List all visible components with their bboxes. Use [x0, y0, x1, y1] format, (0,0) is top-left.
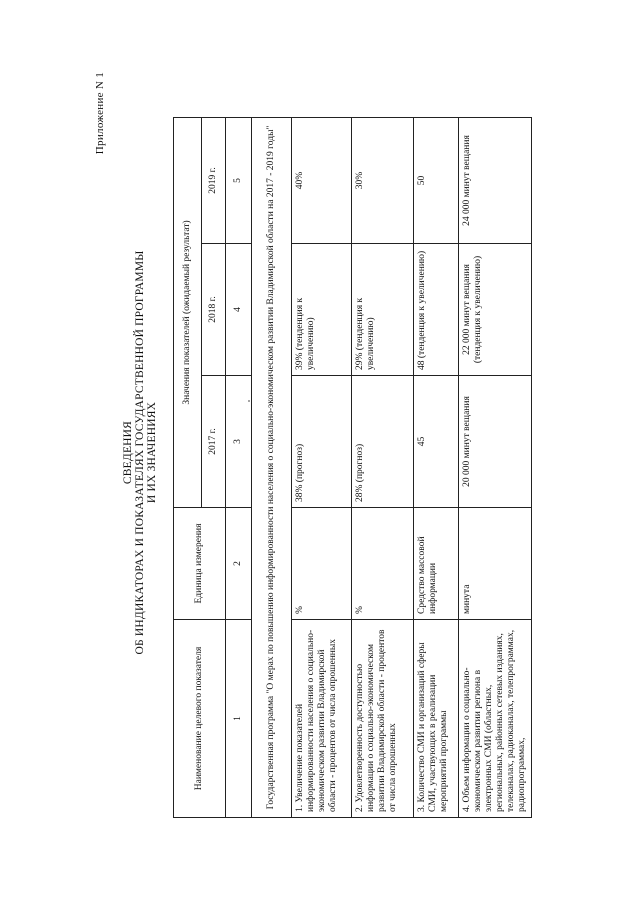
indicator-unit: Средство массовой информации — [414, 508, 459, 620]
value-2017: 28% (прогноз) — [352, 376, 414, 508]
column-number: 5 — [226, 117, 252, 243]
value-2019: 30% — [352, 117, 414, 243]
table-row — [352, 117, 414, 817]
indicator-name: 1. Увеличение показателей информированности населения о социально-экономическом развитии Владимирской области - процентов от числа опрошенных — [292, 620, 352, 818]
indicators-table — [173, 117, 532, 818]
title-line-1: СВЕДЕНИЯ — [122, 420, 134, 485]
table-row — [292, 117, 352, 817]
value-2018: 22 000 минут вещания (тенденция к увеличению) — [459, 244, 532, 376]
value-2017: 20 000 минут вещания — [459, 376, 532, 508]
value-2018: 39% (тенденция к увеличению) — [292, 244, 352, 376]
header-unit: Единица измерения — [174, 508, 226, 620]
value-2019: 50 — [414, 117, 459, 243]
header-indicator-name: Наименование целевого показателя — [174, 620, 226, 818]
header-values-group: Значения показателей (ожидаемый результат) — [174, 117, 202, 507]
scan-speck — [248, 400, 250, 402]
value-2018: 29% (тенденция к увеличению) — [352, 244, 414, 376]
indicator-unit: % — [292, 508, 352, 620]
column-number: 3 — [226, 376, 252, 508]
indicator-unit: % — [352, 508, 414, 620]
column-number: 1 — [226, 620, 252, 818]
table-row — [414, 117, 459, 817]
appendix-label: Приложение N 1 — [94, 72, 106, 155]
title-line-2: ОБ ИНДИКАТОРАХ И ПОКАЗАТЕЛЯХ ГОСУДАРСТВЕННОЙ ПРОГРАММЫ — [134, 250, 146, 655]
value-2019: 40% — [292, 117, 352, 243]
column-number: 4 — [226, 244, 252, 376]
header-year-2017: 2017 г. — [202, 376, 226, 508]
title-line-3: И ИХ ЗНАЧЕНИЯХ — [146, 401, 158, 504]
indicator-name: 2. Удовлетворенность доступностью информации о социально-экономическом развитии Владимирской области - процентов от числа опрошенных — [352, 620, 414, 818]
value-2017: 38% (прогноз) — [292, 376, 352, 508]
value-2018: 48 (тенденция к увеличению) — [414, 244, 459, 376]
indicator-unit: минута — [459, 508, 532, 620]
indicator-name: 4. Объем информации о социально-экономическом развитии региона в электронных СМИ (областных, региональных, районных сетевых изданиях, телеканалах, радиоканалах, телепрограммах, радиопрограммах, — [459, 620, 532, 818]
value-2017: 45 — [414, 376, 459, 508]
value-2019: 24 000 минут вещания — [459, 117, 532, 243]
program-title-row: Государственная программа "О мерах по повышению информированности населения о социально-экономическом развитии Владимирской области на 2017 - 2019 годы" — [252, 117, 292, 817]
indicator-name: 3. Количество СМИ и организаций сферы СМИ, участвующих в реализации мероприятий программы — [414, 620, 459, 818]
header-year-2019: 2019 г. — [202, 117, 226, 243]
column-number: 2 — [226, 508, 252, 620]
table-row — [459, 117, 532, 817]
header-year-2018: 2018 г. — [202, 244, 226, 376]
